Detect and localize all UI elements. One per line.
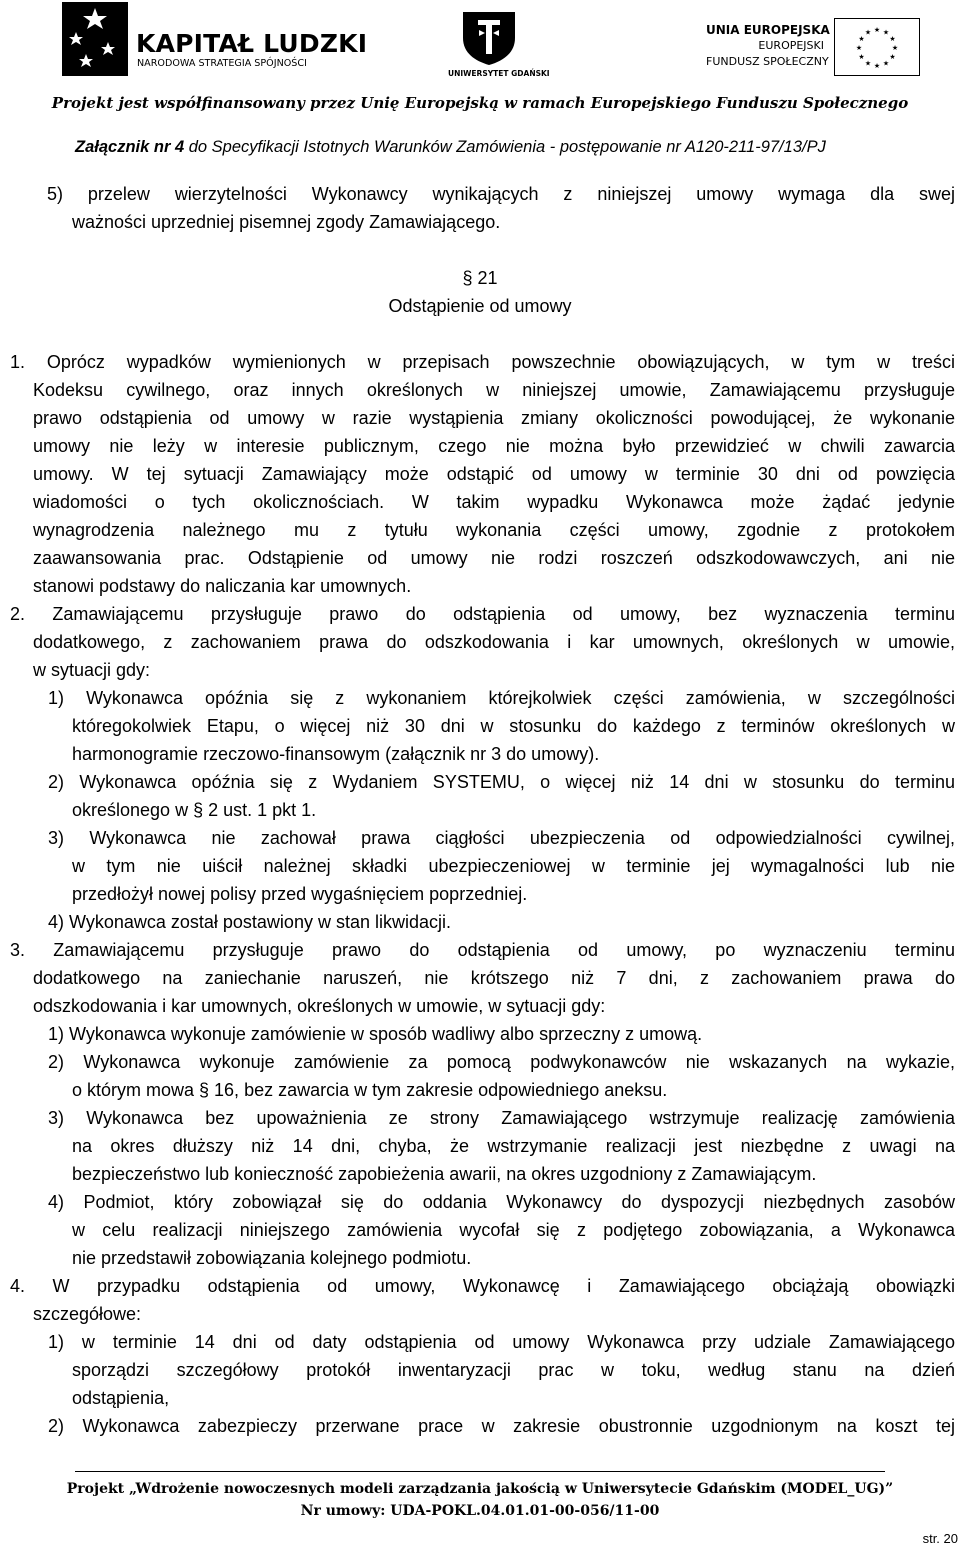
paragraph-line: 2. Zamawiającemu przysługuje prawo do odstąpienia od umowy, bez wyznaczenia terminu bbox=[10, 604, 955, 624]
list-item-line: harmonogramie rzeczowo-finansowym (załącznik nr 3 do umowy). bbox=[72, 744, 600, 764]
paragraph-line: szczegółowe: bbox=[33, 1304, 142, 1324]
paragraph-line: w sytuacji gdy: bbox=[33, 660, 151, 680]
page-number: str. 20 bbox=[922, 1531, 958, 1546]
svg-text:★: ★ bbox=[889, 35, 896, 43]
paragraph-line: 3. Zamawiającemu przysługuje prawo do odstąpienia od umowy, po wyznaczeniu terminu bbox=[10, 940, 955, 960]
eu-logo bbox=[706, 18, 921, 80]
list-item-line: określonego w § 2 ust. 1 pkt 1. bbox=[72, 800, 317, 820]
footer-project: Projekt „Wdrożenie nowoczesnych modeli zarządzania jakością w Uniwersytecie Gdańskim (MODEL_UG)” bbox=[66, 1481, 894, 1497]
ug-label: UNIWERSYTET GDAŃSKI bbox=[448, 69, 550, 78]
list-item-line: 3) Wykonawca bez upoważnienia ze strony Zamawiającego wstrzymuje realizację zamówienia bbox=[48, 1108, 955, 1128]
eu-line-2: EUROPEJSKI bbox=[758, 39, 824, 52]
paragraph-line: zaawansowania prac. Odstąpienie od umowy nie rodzi roszczeń odszkodowawczych, ani nie bbox=[33, 548, 955, 568]
paragraph-line: dodatkowego na zaniechanie naruszeń, nie krótszego niż 7 dni, z zachowaniem prawa do bbox=[33, 968, 955, 988]
paragraph-line: ważności uprzedniej pisemnej zgody Zamawiającego. bbox=[72, 212, 501, 232]
eu-line-3: FUNDUSZ SPOŁECZNY bbox=[706, 55, 829, 68]
list-item-line: przedłożył nowej polisy przed wygaśnięciem poprzedniej. bbox=[72, 884, 528, 904]
svg-text:★: ★ bbox=[858, 35, 865, 43]
list-item-line: nie przedstawił zobowiązania kolejnego podmiotu. bbox=[72, 1248, 472, 1268]
list-item-line: o którym mowa § 16, bez zawarcia w tym zakresie odpowiedniego aneksu. bbox=[72, 1080, 668, 1100]
list-item-line: 2) Wykonawca wykonuje zamówienie za pomocą podwykonawców nie wskazanych na wykazie, bbox=[48, 1052, 955, 1072]
paragraph-line: 4. W przypadku odstąpienia od umowy, Wykonawcę i Zamawiającego obciążają obowiązki bbox=[10, 1276, 955, 1296]
eu-line-1: UNIA EUROPEJSKA bbox=[706, 23, 830, 37]
paragraph-line: prawo odstąpienia od umowy w razie wystąpienia zmiany okoliczności powodującej, że wykonanie bbox=[33, 408, 955, 428]
attachment-label: Załącznik nr 4 bbox=[75, 138, 185, 156]
section-number: § 21 bbox=[462, 268, 498, 288]
paragraph-line: stanowi podstawy do naliczania kar umownych. bbox=[33, 576, 412, 596]
svg-text:★: ★ bbox=[873, 62, 881, 70]
ug-crest-icon bbox=[459, 8, 519, 66]
svg-text:★: ★ bbox=[882, 59, 890, 68]
paragraph-line: umowy. W tej sytuacji Zamawiający może odstąpić od umowy w terminie 30 dni od powzięcia bbox=[33, 464, 955, 484]
svg-text:★: ★ bbox=[882, 28, 890, 37]
svg-text:★: ★ bbox=[858, 53, 865, 61]
list-item-line: sporządzi szczegółowy protokół inwentaryzacji prac w toku, według stanu na dzień bbox=[72, 1360, 955, 1380]
ug-logo bbox=[448, 8, 550, 80]
paragraph-line: wiadomości o tych okolicznościach. W takim wypadku Wykonawca może żądać jedynie bbox=[33, 492, 955, 512]
svg-text:★: ★ bbox=[855, 44, 863, 52]
list-item-line: 4) Podmiot, który zobowiązał się do oddania Wykonawcy do dyspozycji niezbędnych zasobów bbox=[48, 1192, 955, 1212]
list-item-line: w tym nie uiścił należnej składki ubezpieczeniowej w terminie jej wymagalności lub nie bbox=[72, 856, 955, 876]
kapital-ludzki-subtitle: NARODOWA STRATEGIA SPÓJNOŚCI bbox=[137, 58, 307, 69]
list-item-line: 1) Wykonawca opóźnia się z wykonaniem którejkolwiek części zamówienia, w szczególności bbox=[48, 688, 955, 708]
cofinancing-note: Projekt jest współfinansowany przez Unię Europejską w ramach Europejskiego Funduszu Społecznego bbox=[51, 94, 909, 112]
list-item-line: 2) Wykonawca zabezpieczy przerwane prace w zakresie obustronnie uzgodnionym na koszt tej bbox=[48, 1416, 955, 1436]
eu-flag-icon bbox=[834, 18, 920, 76]
list-item-line: na okres dłuższy niż 14 dni, chyba, że wstrzymanie realizacji jest niezbędne z uwagi na bbox=[72, 1136, 955, 1156]
kapital-ludzki-title: KAPITAŁ LUDZKI bbox=[136, 29, 368, 58]
list-item-line: 2) Wykonawca opóźnia się z Wydaniem SYSTEMU, o więcej niż 14 dni w stosunku do terminu bbox=[48, 772, 955, 792]
list-item-line: odstąpienia, bbox=[72, 1388, 170, 1408]
list-item-line: 4) Wykonawca został postawiony w stan likwidacji. bbox=[48, 912, 451, 932]
list-item-line: 1) w terminie 14 dni od daty odstąpienia od umowy Wykonawca przy udziale Zamawiającego bbox=[48, 1332, 955, 1352]
kapital-ludzki-logo bbox=[62, 2, 368, 76]
paragraph-line: wynagrodzenia należnego mu z tytułu wykonania części umowy, zgodnie z protokołem bbox=[33, 520, 955, 540]
list-item-line: w celu realizacji niniejszego zamówienia wycofał się z podjętego zobowiązania, a Wykonawca bbox=[72, 1220, 955, 1240]
eu-text-block bbox=[706, 22, 830, 70]
list-item-line: 3) Wykonawca nie zachował prawa ciągłości ubezpieczenia od odpowiedzialności cywilnej, bbox=[48, 828, 955, 848]
attachment-text: do Specyfikacji Istotnych Warunków Zamówienia - postępowanie nr A120-211-97/13/PJ bbox=[184, 138, 826, 156]
svg-text:★: ★ bbox=[873, 26, 881, 34]
list-item-line: któregokolwiek Etapu, o więcej niż 30 dni w stosunku do każdego z terminów określonych w bbox=[72, 716, 955, 736]
list-item-line: 1) Wykonawca wykonuje zamówienie w sposób wadliwy albo sprzeczny z umową. bbox=[48, 1024, 703, 1044]
paragraph-line: odszkodowania i kar umownych, określonych w umowie, w sytuacji gdy: bbox=[33, 996, 606, 1016]
paragraph-line: 5) przelew wierzytelności Wykonawcy wynikających z niniejszej umowy wymaga dla swej bbox=[47, 184, 955, 204]
list-item-line: bezpieczeństwo lub konieczność zapobieżenia awarii, na okres uzgodniony z Zamawiającym. bbox=[72, 1164, 817, 1184]
footer-divider bbox=[75, 1471, 885, 1472]
attachment-reference bbox=[75, 138, 826, 157]
svg-text:★: ★ bbox=[889, 53, 896, 61]
paragraph-line: umowy nie leży w interesie publicznym, czego nie można było przewidzieć w chwili zawarcia bbox=[33, 436, 955, 456]
svg-text:★: ★ bbox=[864, 28, 872, 37]
svg-text:★: ★ bbox=[891, 44, 899, 52]
footer-contract-number: Nr umowy: UDA-POKL.04.01.01-00-056/11-00 bbox=[300, 1503, 660, 1519]
section-title: Odstąpienie od umowy bbox=[388, 296, 572, 316]
kapital-ludzki-emblem-icon bbox=[62, 2, 128, 76]
paragraph-line: dodatkowego, z zachowaniem prawa do odszkodowania i kar umownych, określonych w umowie, bbox=[33, 632, 955, 652]
footer bbox=[0, 1478, 960, 1522]
svg-text:★: ★ bbox=[864, 59, 872, 68]
paragraph-line: 1. Oprócz wypadków wymienionych w przepisach powszechnie obowiązujących, w tym w treści bbox=[10, 352, 955, 372]
header-logos bbox=[0, 0, 960, 86]
paragraph-line: Kodeksu cywilnego, oraz innych określonych w niniejszej umowie, Zamawiającemu przysługuje bbox=[33, 380, 955, 400]
